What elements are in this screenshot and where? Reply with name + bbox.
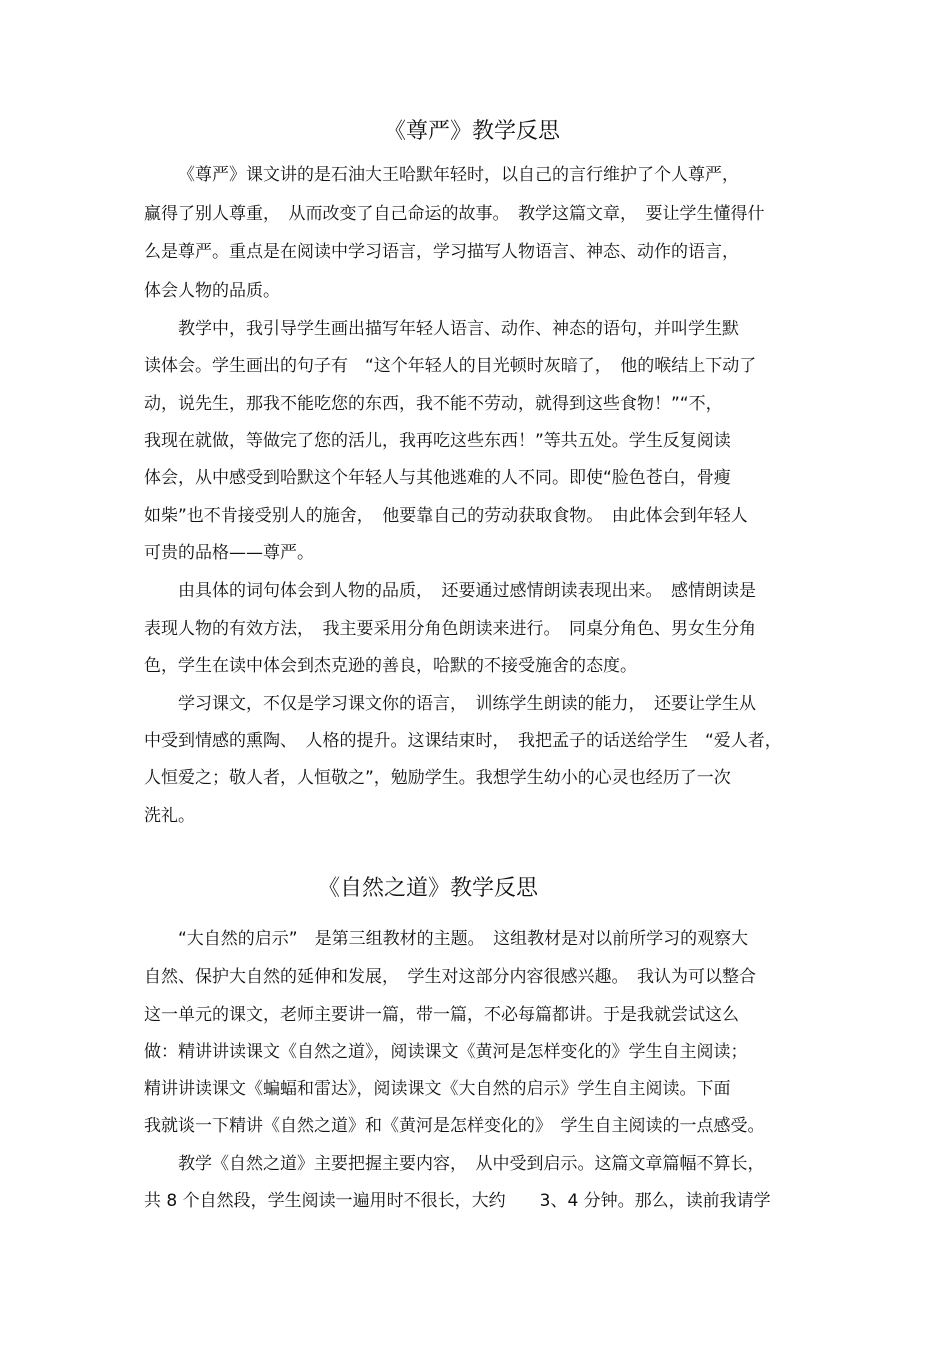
paragraph-line: 教学中，我引导学生画出描写年轻人语言、动作、神态的语句，并叫学生默 xyxy=(178,319,739,339)
paragraph-line: 洗礼。 xyxy=(144,806,195,826)
paragraph-line: 动，说先生，那我不能吃您的东西，我不能不劳动，就得到这些食物！”“不， xyxy=(144,394,723,414)
paragraph-line: 学习课文，不仅是学习课文你的语言， 训练学生朗读的能力， 还要让学生从 xyxy=(178,694,756,714)
paragraph-line: 《尊严》课文讲的是石油大王哈默年轻时，以自己的言行维护了个人尊严， xyxy=(178,165,739,185)
section-title-ziranzhidao: 《自然之道》教学反思 xyxy=(318,876,539,901)
paragraph-line: 由具体的词句体会到人物的品质， 还要通过感情朗读表现出来。 感情朗读是 xyxy=(178,581,756,601)
section-title-zunyan: 《尊严》教学反思 xyxy=(384,119,561,144)
paragraph-line: 读体会。学生画出的句子有 “这个年轻人的目光顿时灰暗了， 他的喉结上下动了 xyxy=(144,356,757,376)
paragraph-line: 教学《自然之道》主要把握主要内容， 从中受到启示。这篇文章篇幅不算长， xyxy=(178,1154,765,1174)
paragraph-line: 体会，从中感受到哈默这个年轻人与其他逃难的人不同。即使“脸色苍白，骨瘦 xyxy=(144,468,731,488)
paragraph-line: 我现在就做，等做完了您的活儿，我再吃这些东西！”等共五处。学生反复阅读 xyxy=(144,431,731,451)
paragraph-line: 体会人物的品质。 xyxy=(144,281,280,301)
paragraph-line: 精讲讲读课文《蝙蝠和雷达》，阅读课文《大自然的启示》学生自主阅读。下面 xyxy=(144,1079,731,1099)
paragraph-line: 如柴”也不肯接受别人的施舍， 他要靠自己的劳动获取食物。 由此体会到年轻人 xyxy=(144,506,748,526)
paragraph-line: 我就谈一下精讲《自然之道》和《黄河是怎样变化的》 学生自主阅读的一点感受。 xyxy=(144,1116,765,1136)
paragraph-line: 人恒爱之；敬人者，人恒敬之”，勉励学生。我想学生幼小的心灵也经历了一次 xyxy=(144,768,731,788)
paragraph-line: 么是尊严。重点是在阅读中学习语言，学习描写人物语言、神态、动作的语言， xyxy=(144,242,739,262)
paragraph-line: 做：精讲讲读课文《自然之道》，阅读课文《黄河是怎样变化的》学生自主阅读； xyxy=(144,1042,748,1062)
paragraph-line: 中受到情感的熏陶、 人格的提升。这课结束时， 我把孟子的话送给学生 “爱人者， xyxy=(144,731,782,751)
paragraph-line: 赢得了别人尊重， 从而改变了自己命运的故事。 教学这篇文章， 要让学生懂得什 xyxy=(144,204,765,224)
paragraph-line: 共 8 个自然段，学生阅读一遍用时不很长，大约 3、4 分钟。那么，读前我请学 xyxy=(144,1191,771,1211)
paragraph-line: 表现人物的有效方法， 我主要采用分角色朗读来进行。 同桌分角色、男女生分角 xyxy=(144,619,756,639)
paragraph-line: 可贵的品格——尊严。 xyxy=(144,543,314,563)
paragraph-line: 自然、保护大自然的延伸和发展， 学生对这部分内容很感兴趣。 我认为可以整合 xyxy=(144,967,756,987)
paragraph-line: 这一单元的课文，老师主要讲一篇，带一篇，不必每篇都讲。于是我就尝试这么 xyxy=(144,1005,739,1025)
paragraph-line: 色，学生在读中体会到杰克逊的善良，哈默的不接受施舍的态度。 xyxy=(144,656,637,676)
paragraph-line: “大自然的启示” 是第三组教材的主题。 这组教材是对以前所学习的观察大 xyxy=(178,929,749,949)
